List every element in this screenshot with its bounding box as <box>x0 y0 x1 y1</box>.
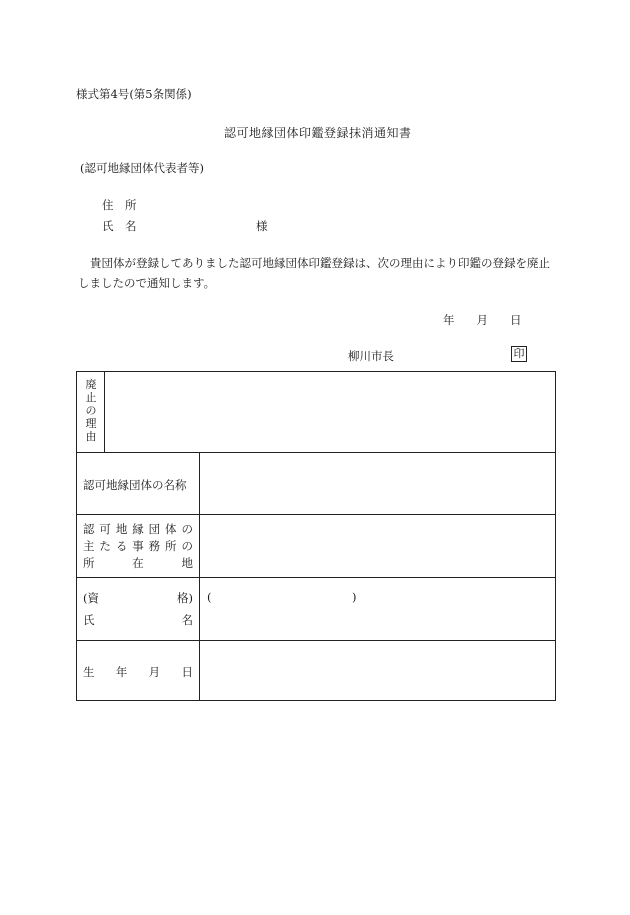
birthdate-label-cell <box>77 641 200 700</box>
qualification-paren-open: ( <box>207 590 212 604</box>
notice-body: 貴団体が登録してありました認可地縁団体印鑑登録は、次の理由により印鑑の登録を廃止しましたので通知します。 <box>78 256 550 290</box>
form-table <box>76 371 556 701</box>
office-label-cell <box>77 515 200 577</box>
office-row <box>77 514 555 577</box>
address-label: 住 所 <box>102 198 137 212</box>
office-label-line1: 認 可 地 縁 団 体 の <box>83 522 193 536</box>
name-label: 氏 名 <box>102 219 137 233</box>
qualification-label: (資 格) <box>83 591 193 605</box>
group-name-label: 認可地縁団体の名称 <box>83 478 187 492</box>
reason-label: 廃止の理由 <box>85 378 97 443</box>
issuer-name: 柳川市長 <box>348 349 394 363</box>
group-name-label-cell <box>77 453 200 514</box>
qualification-paren-close: ) <box>352 590 357 604</box>
form-number: 様式第4号(第5条関係) <box>76 87 192 101</box>
seal-mark: 印 <box>511 346 527 362</box>
birthdate-row <box>77 640 555 700</box>
representative-row <box>77 577 555 640</box>
month-label: 月 <box>476 313 488 327</box>
day-label: 日 <box>510 313 522 327</box>
document-title: 認可地縁団体印鑑登録抹消通知書 <box>224 126 412 140</box>
representative-label-cell <box>77 578 200 640</box>
birthdate-label: 生 年 月 日 <box>83 665 193 679</box>
office-label-line2: 主 た る 事 務 所 の <box>83 539 193 553</box>
reason-label-cell <box>77 372 105 452</box>
recipient-heading: (認可地縁団体代表者等) <box>80 161 204 175</box>
representative-name-label: 氏 名 <box>83 613 193 627</box>
year-label: 年 <box>443 313 455 327</box>
office-label-line3: 所 在 地 <box>83 556 193 570</box>
reason-row <box>77 372 555 452</box>
honorific: 様 <box>256 219 268 233</box>
group-name-row <box>77 452 555 514</box>
date-line <box>443 312 522 328</box>
